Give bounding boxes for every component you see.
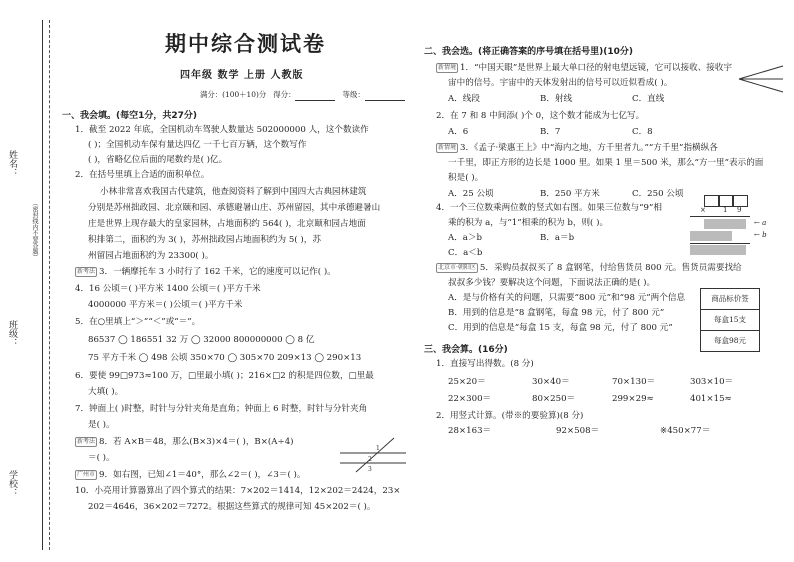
q10-line2: 202＝4646，36×202＝7272。根据这些算式的规律可知 45×202＝( )。 — [88, 502, 376, 512]
s2-q1-opt-a[interactable]: A．线段 — [448, 94, 480, 104]
score-field[interactable] — [295, 90, 335, 101]
q2-line3: 分别是苏州拙政园、北京颐和园、承德避暑山庄、苏州留园，其中承德避暑山 — [88, 203, 381, 213]
q4-line2: 4000000 平方米＝( )公顷＝( )平方千米 — [88, 300, 243, 310]
class-label: 班级： — [7, 320, 17, 347]
section3-title: 三、我会算。(16分) — [424, 345, 508, 355]
q3-line — [75, 266, 336, 279]
q2-line4: 庄是世界上现存最大的皇家园林，占地面积约 564( )，北京颐和园占地面 — [88, 219, 366, 229]
s2-q4-opt-b[interactable]: B．a＝b — [540, 233, 575, 243]
s2-q3-tag: 新情境 — [438, 143, 457, 151]
q8-text: 8．若 A×B＝48，那么(B×3)×4＝( )，B×(A÷4) — [99, 437, 294, 447]
score-label: 得分： — [273, 90, 296, 99]
q2-line6: 州留园占地面积约为 23300( )。 — [88, 251, 214, 261]
s2-q5-text1: 5．采购员叔叔买了 8 盒钢笔，付给售货员 800 元。售货员需要找给 — [479, 263, 742, 273]
s2-q2-opt-b[interactable]: B．7 — [540, 127, 561, 137]
s2-q1-opt-b[interactable]: B．射线 — [540, 94, 573, 104]
calc2-b: 92×508＝ — [556, 426, 600, 436]
s2-q3-text1: 3．《孟子·梁惠王上》中“海内之地，方千里者九。”“方千里”指横纵各 — [460, 143, 718, 153]
calc-sub2: 2．用竖式计算。(带※的要验算)(8 分) — [436, 411, 584, 421]
svg-text:3: 3 — [368, 466, 372, 473]
s2-q4-line1: 4．一个三位数乘两位数的竖式如右图。如果三位数与“9”相 — [436, 203, 662, 213]
binding-note: （密封线内不要答题） — [31, 200, 38, 260]
grade-field[interactable] — [365, 90, 405, 101]
arrow-a: ← a — [754, 219, 767, 227]
calc1-r2c2: 80×250＝ — [532, 394, 576, 404]
price-tag-price: 每盒98元 — [713, 336, 747, 345]
q9-line — [75, 469, 306, 482]
label-b: b — [762, 231, 767, 239]
s2-q4-opt-a[interactable]: A．a＞b — [448, 233, 483, 243]
s2-q5-opt-c[interactable]: C．用到的信息是“每盒 15 支，每盒 98 元，付了 800 元” — [448, 323, 673, 333]
label-a: a — [762, 219, 767, 227]
q2-line2: 小林非常喜欢我国古代建筑，他查阅资料了解到中国四大古典园林建筑 — [100, 187, 367, 197]
calc1-r2c3: 299×29≈ — [612, 394, 654, 404]
school-label: 学校： — [7, 470, 17, 497]
calc1-r1c3: 70×130＝ — [612, 377, 656, 387]
q8-tag: 新考法 — [77, 437, 96, 445]
s2-q3-line3: 积是( )。 — [448, 173, 484, 183]
q7-line2: 是( )。 — [88, 420, 115, 430]
partial-a — [704, 219, 746, 229]
s2-q1-tag: 新情境 — [438, 63, 457, 71]
calc2-a: 28×163＝ — [448, 426, 492, 436]
q3-text: 3．一辆摩托车 3 小时行了 162 千米，它的速度可以记作( )。 — [99, 267, 336, 277]
q3-tag: 新考法 — [77, 267, 96, 275]
s2-q5-opt-b[interactable]: B．用到的信息是“8 盒钢笔，每盒 98 元，付了 800 元” — [448, 308, 665, 318]
digit-1: 1 — [723, 206, 728, 214]
cut-line — [49, 20, 50, 550]
s2-q3-opt-b[interactable]: B．250 平方米 — [540, 189, 600, 199]
svg-text:2: 2 — [368, 456, 372, 463]
q5-line1: 5．在○里填上“＞”“＜”或“＝”。 — [75, 317, 201, 327]
price-tag-title: 商品标价签 — [701, 289, 759, 310]
partial-b — [690, 231, 732, 241]
calc1-r1c4: 303×10＝ — [690, 377, 734, 387]
s2-q4-opt-c[interactable]: C．a＜b — [448, 248, 483, 258]
q6-line2: 大填( )。 — [88, 387, 124, 397]
s2-q2-line: 2．在 7 和 8 中间添( )个 0，这个数才能成为七亿写。 — [436, 111, 645, 121]
angle-figure — [338, 436, 408, 474]
calc1-r1c2: 30×40＝ — [532, 377, 570, 387]
s2-q3-line1 — [436, 142, 718, 155]
rule-1 — [690, 216, 750, 217]
s2-q1-line1 — [436, 62, 732, 75]
s2-q2-opt-a[interactable]: A．6 — [448, 127, 469, 137]
price-tag-table — [700, 288, 760, 352]
q10-line1: 10．小亮用计算器算出了四个算式的结果：7×202＝1414，12×202＝2424，23× — [75, 486, 401, 496]
q7-line1: 7．钟面上( )时整，时针与分针夹角是直角；钟面上 6 时整，时针与分针夹角 — [75, 404, 368, 414]
calc1-r2c1: 22×300＝ — [448, 394, 492, 404]
calc2-c: ※450×77＝ — [660, 426, 711, 436]
s2-q3-line2: 一千里，即正方形的边长是 1000 里。如果 1 里＝500 米，那么“方一里”表示的面 — [448, 158, 764, 168]
s2-q5-tag: 北京市·朝阳区 — [438, 263, 476, 271]
name-label: 姓名： — [7, 150, 17, 177]
s2-q5-line2: 叔叔多少钱？要解决这个问题，下面说法正确的是( )。 — [448, 278, 656, 288]
arrow-b: ← b — [754, 231, 767, 239]
q1-line1: 1．截至 2022 年底，全国机动车驾驶人数量达 502000000 人，这个数读作 — [75, 125, 369, 135]
calc1-r2c4: 401×15≈ — [690, 394, 732, 404]
binding-line — [42, 20, 43, 550]
q9-tag: 广州市 — [77, 470, 96, 478]
q1-line2: ( )；全国机动车保有量达四亿 一千七百万辆，这个数写作 — [88, 140, 307, 150]
section1-title: 一、我会填。(每空1分，共27分) — [62, 111, 198, 121]
s2-q3-opt-c[interactable]: C．250 公顷 — [632, 189, 684, 199]
q8-line1 — [75, 436, 294, 449]
price-tag-count: 每盒15支 — [701, 310, 759, 331]
score-meta — [200, 88, 405, 101]
times-sign: × — [700, 206, 706, 214]
s2-q5-line1 — [436, 262, 742, 275]
s2-q2-opt-c[interactable]: C．8 — [632, 127, 653, 137]
page-title: 期中综合测试卷 — [165, 32, 326, 56]
s2-q1-line2: 宙中的信号。宇宙中的天体发射出的信号可以近似看成( )。 — [448, 78, 673, 88]
q2-line5: 积排第二，面积约为 3( )，苏州拙政园占地面积约为 5( )，苏 — [88, 235, 321, 245]
page-subtitle: 四年级 数学 上册 人教版 — [180, 70, 304, 81]
q8-line2: ＝( )。 — [88, 453, 115, 463]
q5-line3: 75 平方千米 ◯ 498 公顷 350×70 ◯ 305×70 209×13 ◯ 290×13 — [88, 353, 362, 363]
s2-q3-opt-a[interactable]: A．25 公顷 — [448, 189, 494, 199]
calc-sub1: 1．直接写出得数。(8 分) — [436, 359, 534, 369]
full-score: 满分：(100＋10)分 — [200, 90, 267, 99]
q1-line3: ( )，省略亿位后面的尾数约是( )亿。 — [88, 155, 228, 165]
s2-q1-text1: 1．“中国天眼”是世界上最大单口径的射电望远镜，它可以接收、接收宇 — [460, 63, 733, 73]
multiplication-figure — [690, 195, 780, 260]
q2-line1: 2．在括号里填上合适的面积单位。 — [75, 170, 210, 180]
q9-text: 9．如右图，已知∠1＝40°，那么∠2＝( )，∠3＝( )。 — [99, 470, 306, 480]
s2-q1-opt-c[interactable]: C．直线 — [632, 94, 665, 104]
svg-text:1: 1 — [376, 445, 380, 452]
q4-line1: 4．16 公顷＝( )平方米 1400 公顷＝( )平方千米 — [75, 284, 261, 294]
q6-line1: 6．要使 99□973≈100 万，□里最小填( )；216×□2 的积是四位数，□里最 — [75, 371, 374, 381]
q5-line2: 86537 ◯ 186551 32 万 ◯ 32000 800000000 ◯ 8 亿 — [88, 335, 315, 345]
s2-q5-opt-a[interactable]: A．是与价格有关的问题，只需要“800 元”和“98 元”两个信息 — [448, 293, 686, 303]
grade-label: 等级： — [342, 90, 365, 99]
section2-title: 二、我会选。(将正确答案的序号填在括号里)(10分) — [424, 47, 633, 57]
calc1-r1c1: 25×20＝ — [448, 377, 486, 387]
rule-2 — [690, 243, 750, 244]
product-box — [690, 245, 746, 255]
s2-q4-line2: 乘的积为 a，与“1”相乘的积为 b，则( )。 — [448, 218, 609, 228]
digit-9: 9 — [737, 206, 742, 214]
ray-figure — [735, 62, 785, 96]
